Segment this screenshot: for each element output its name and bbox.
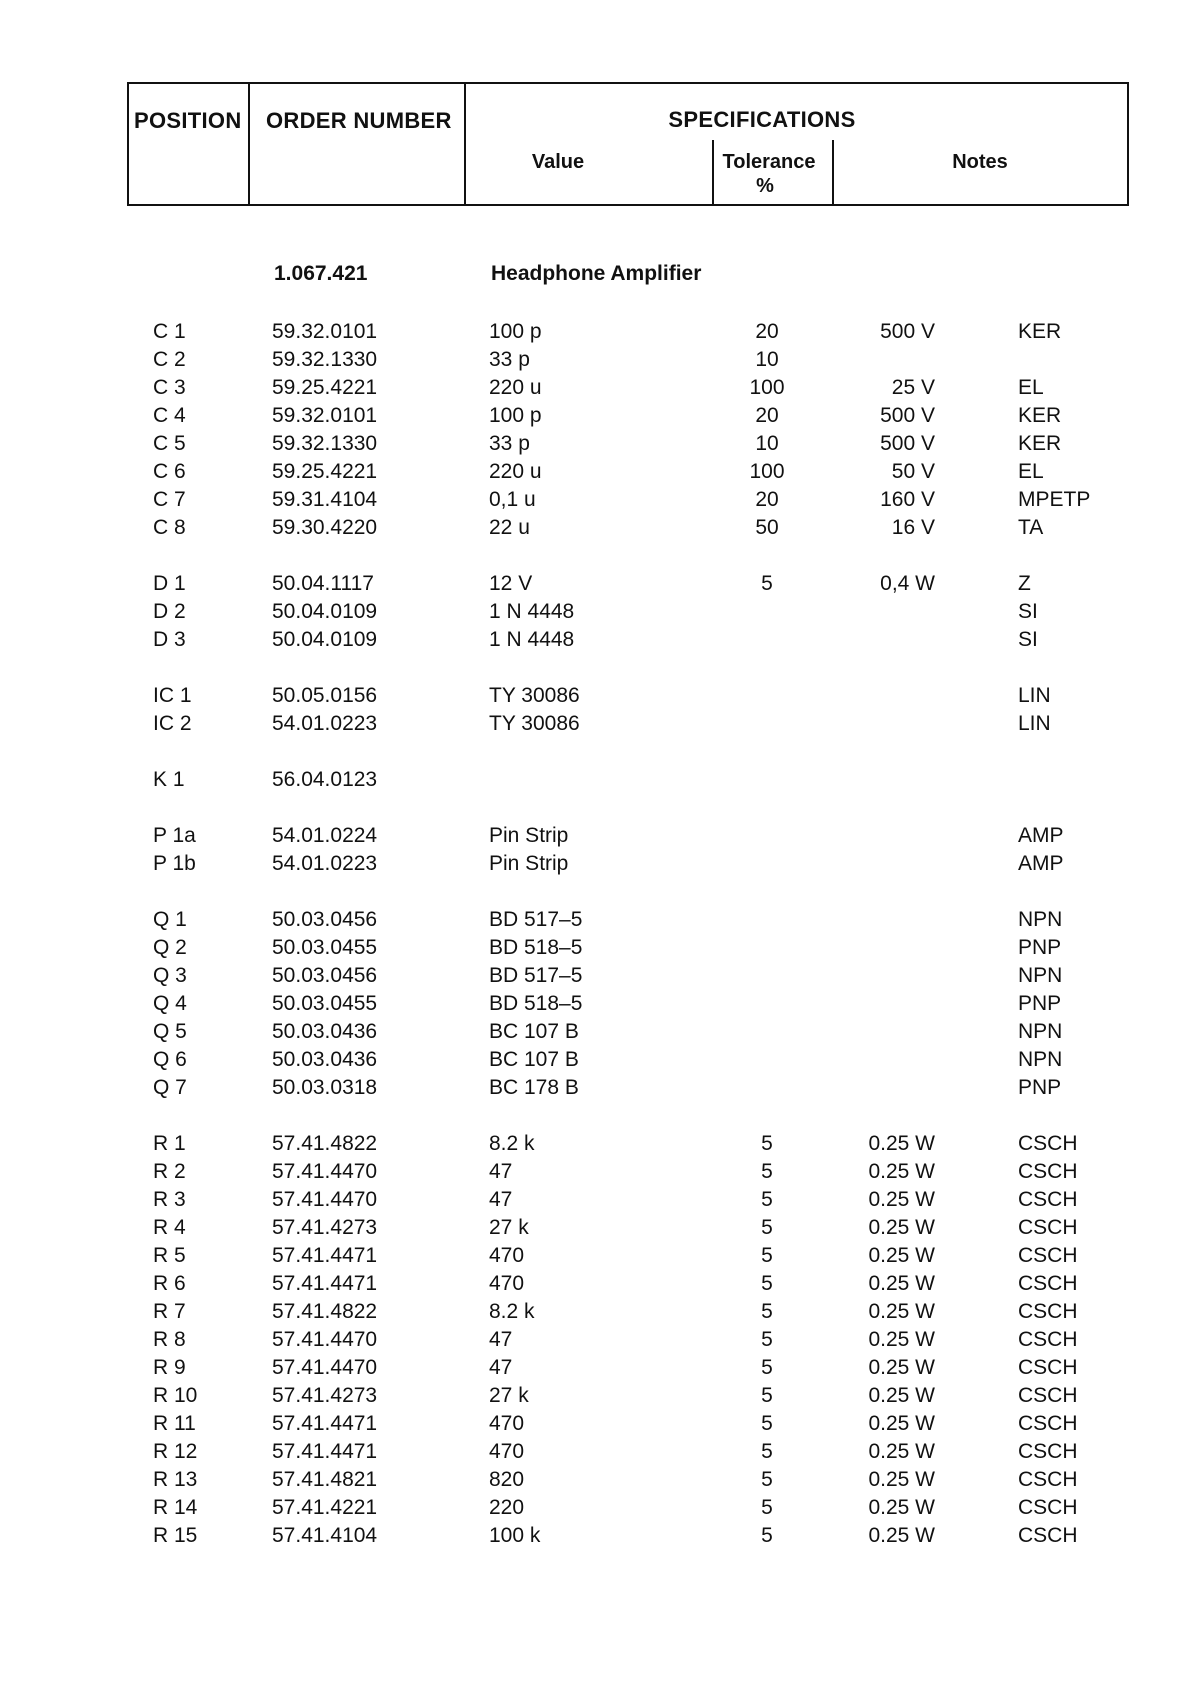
cell-type: KER — [1018, 432, 1062, 455]
cell-tolerance: 10 — [755, 432, 779, 455]
cell-type: CSCH — [1018, 1412, 1078, 1435]
cell-rating: 0.25 W — [868, 1356, 935, 1379]
cell-position: R 13 — [153, 1468, 198, 1491]
cell-order-number: 59.25.4221 — [272, 460, 378, 483]
cell-position: IC 1 — [153, 684, 192, 707]
cell-value: TY 30086 — [489, 684, 580, 707]
cell-order-number: 59.30.4220 — [272, 516, 378, 539]
cell-position: Q 1 — [153, 908, 187, 931]
cell-type: NPN — [1018, 964, 1063, 987]
cell-position: R 4 — [153, 1216, 186, 1239]
cell-type: Z — [1018, 572, 1031, 595]
header-value: Value — [531, 151, 585, 173]
cell-value: 220 u — [489, 460, 542, 483]
cell-order-number: 54.01.0223 — [272, 852, 378, 875]
cell-position: C 1 — [153, 320, 186, 343]
cell-order-number: 59.32.1330 — [272, 348, 378, 371]
cell-tolerance: 20 — [755, 488, 779, 511]
cell-order-number: 57.41.4273 — [272, 1384, 378, 1407]
cell-value: 47 — [489, 1188, 513, 1211]
cell-value: 33 p — [489, 348, 530, 371]
cell-tolerance: 20 — [755, 404, 779, 427]
cell-tolerance: 5 — [761, 1216, 773, 1239]
cell-rating: 0.25 W — [868, 1188, 935, 1211]
cell-value: BD 517–5 — [489, 908, 583, 931]
cell-position: R 14 — [153, 1496, 198, 1519]
cell-tolerance: 5 — [761, 1132, 773, 1155]
cell-rating: 0.25 W — [868, 1272, 935, 1295]
cell-type: LIN — [1018, 684, 1051, 707]
cell-order-number: 57.41.4821 — [272, 1468, 378, 1491]
cell-rating: 16 V — [891, 516, 935, 539]
cell-value: 470 — [489, 1440, 525, 1463]
cell-order-number: 56.04.0123 — [272, 768, 378, 791]
cell-order-number: 54.01.0224 — [272, 824, 378, 847]
cell-type: TA — [1018, 516, 1044, 539]
cell-value: BD 517–5 — [489, 964, 583, 987]
cell-value: 470 — [489, 1412, 525, 1435]
cell-order-number: 50.04.0109 — [272, 628, 378, 651]
cell-type: NPN — [1018, 1048, 1063, 1071]
cell-position: R 2 — [153, 1160, 186, 1183]
cell-tolerance: 20 — [755, 320, 779, 343]
cell-tolerance: 100 — [749, 376, 785, 399]
cell-value: BC 107 B — [489, 1048, 579, 1071]
cell-position: Q 7 — [153, 1076, 187, 1099]
cell-rating: 0.25 W — [868, 1328, 935, 1351]
cell-type: PNP — [1018, 936, 1062, 959]
cell-order-number: 57.41.4822 — [272, 1300, 378, 1323]
cell-position: R 8 — [153, 1328, 186, 1351]
cell-type: PNP — [1018, 992, 1062, 1015]
cell-order-number: 59.25.4221 — [272, 376, 378, 399]
cell-type: NPN — [1018, 1020, 1063, 1043]
cell-tolerance: 5 — [761, 1412, 773, 1435]
cell-value: BC 178 B — [489, 1076, 579, 1099]
cell-value: 470 — [489, 1272, 525, 1295]
cell-rating: 25 V — [891, 376, 935, 399]
cell-type: CSCH — [1018, 1300, 1078, 1323]
cell-rating: 50 V — [891, 460, 935, 483]
cell-type: PNP — [1018, 1076, 1062, 1099]
cell-type: CSCH — [1018, 1496, 1078, 1519]
cell-order-number: 59.32.0101 — [272, 404, 378, 427]
cell-rating: 0.25 W — [868, 1216, 935, 1239]
cell-tolerance: 5 — [761, 1300, 773, 1323]
cell-rating: 0.25 W — [868, 1496, 935, 1519]
cell-position: R 11 — [153, 1412, 196, 1435]
cell-value: 33 p — [489, 432, 530, 455]
cell-order-number: 57.41.4470 — [272, 1160, 378, 1183]
cell-rating: 0.25 W — [868, 1412, 935, 1435]
cell-value: BD 518–5 — [489, 992, 583, 1015]
cell-position: R 9 — [153, 1356, 186, 1379]
cell-tolerance: 5 — [761, 1468, 773, 1491]
cell-order-number: 57.41.4273 — [272, 1216, 378, 1239]
cell-order-number: 57.41.4470 — [272, 1188, 378, 1211]
cell-type: KER — [1018, 320, 1062, 343]
cell-value: BC 107 B — [489, 1020, 579, 1043]
cell-order-number: 59.32.0101 — [272, 320, 378, 343]
cell-order-number: 50.04.0109 — [272, 600, 378, 623]
cell-value: 220 u — [489, 376, 542, 399]
cell-order-number: 57.41.4471 — [272, 1244, 378, 1267]
cell-rating: 0.25 W — [868, 1524, 935, 1547]
cell-value: TY 30086 — [489, 712, 580, 735]
cell-value: 470 — [489, 1244, 525, 1267]
cell-type: CSCH — [1018, 1216, 1078, 1239]
cell-value: 220 — [489, 1496, 525, 1519]
header-position: POSITION — [134, 108, 242, 133]
cell-order-number: 50.03.0318 — [272, 1076, 378, 1099]
header-divider — [832, 140, 834, 206]
header-specifications: SPECIFICATIONS — [668, 107, 856, 132]
cell-position: C 3 — [153, 376, 186, 399]
cell-position: R 3 — [153, 1188, 186, 1211]
header-divider — [712, 140, 714, 206]
cell-value: 47 — [489, 1328, 513, 1351]
cell-position: P 1b — [153, 852, 196, 875]
cell-order-number: 57.41.4471 — [272, 1440, 378, 1463]
header-tolerance: Tolerance — [722, 151, 816, 173]
cell-type: CSCH — [1018, 1524, 1078, 1547]
cell-order-number: 50.03.0455 — [272, 936, 378, 959]
header-divider — [464, 82, 466, 206]
cell-position: C 7 — [153, 488, 186, 511]
cell-type: CSCH — [1018, 1356, 1078, 1379]
cell-position: C 8 — [153, 516, 186, 539]
cell-type: AMP — [1018, 824, 1064, 847]
cell-position: C 4 — [153, 404, 186, 427]
cell-rating: 0.25 W — [868, 1300, 935, 1323]
cell-position: D 3 — [153, 628, 186, 651]
cell-tolerance: 5 — [761, 1160, 773, 1183]
cell-value: BD 518–5 — [489, 936, 583, 959]
cell-type: MPETP — [1018, 488, 1091, 511]
cell-position: R 12 — [153, 1440, 198, 1463]
cell-rating: 500 V — [880, 432, 935, 455]
assembly-order-number: 1.067.421 — [274, 262, 368, 285]
cell-type: CSCH — [1018, 1132, 1078, 1155]
cell-order-number: 50.04.1117 — [272, 572, 374, 595]
cell-value: 8.2 k — [489, 1132, 535, 1155]
cell-type: CSCH — [1018, 1160, 1078, 1183]
cell-tolerance: 5 — [761, 1356, 773, 1379]
cell-value: 12 V — [489, 572, 533, 595]
cell-position: P 1a — [153, 824, 196, 847]
cell-position: D 2 — [153, 600, 186, 623]
cell-order-number: 59.31.4104 — [272, 488, 378, 511]
cell-value: 27 k — [489, 1216, 529, 1239]
cell-position: Q 3 — [153, 964, 187, 987]
table-header — [127, 82, 1129, 206]
cell-type: CSCH — [1018, 1440, 1078, 1463]
cell-value: 100 p — [489, 404, 542, 427]
cell-value: 27 k — [489, 1384, 529, 1407]
cell-value: 47 — [489, 1160, 513, 1183]
cell-tolerance: 5 — [761, 1496, 773, 1519]
cell-rating: 160 V — [880, 488, 935, 511]
cell-position: C 2 — [153, 348, 186, 371]
cell-type: CSCH — [1018, 1468, 1078, 1491]
cell-position: Q 4 — [153, 992, 187, 1015]
cell-type: EL — [1018, 460, 1044, 483]
cell-order-number: 57.41.4822 — [272, 1132, 378, 1155]
cell-order-number: 50.03.0436 — [272, 1020, 378, 1043]
cell-order-number: 57.41.4104 — [272, 1524, 378, 1547]
cell-value: Pin Strip — [489, 824, 569, 847]
cell-position: R 10 — [153, 1384, 198, 1407]
cell-order-number: 50.03.0436 — [272, 1048, 378, 1071]
cell-position: R 1 — [153, 1132, 186, 1155]
cell-tolerance: 50 — [755, 516, 779, 539]
cell-rating: 500 V — [880, 320, 935, 343]
cell-position: C 5 — [153, 432, 186, 455]
cell-tolerance: 100 — [749, 460, 785, 483]
cell-tolerance: 5 — [761, 1384, 773, 1407]
cell-order-number: 50.03.0456 — [272, 908, 378, 931]
cell-value: Pin Strip — [489, 852, 569, 875]
cell-rating: 0.25 W — [868, 1160, 935, 1183]
cell-position: Q 2 — [153, 936, 187, 959]
cell-type: CSCH — [1018, 1188, 1078, 1211]
cell-type: SI — [1018, 600, 1038, 623]
cell-order-number: 57.41.4471 — [272, 1412, 378, 1435]
cell-position: R 5 — [153, 1244, 186, 1267]
cell-type: LIN — [1018, 712, 1051, 735]
cell-value: 22 u — [489, 516, 530, 539]
cell-rating: 0.25 W — [868, 1440, 935, 1463]
cell-rating: 500 V — [880, 404, 935, 427]
cell-order-number: 57.41.4470 — [272, 1328, 378, 1351]
cell-rating: 0.25 W — [868, 1244, 935, 1267]
cell-rating: 0.25 W — [868, 1468, 935, 1491]
cell-type: CSCH — [1018, 1384, 1078, 1407]
cell-type: EL — [1018, 376, 1044, 399]
cell-tolerance: 5 — [761, 572, 773, 595]
cell-position: Q 5 — [153, 1020, 187, 1043]
cell-position: K 1 — [153, 768, 185, 791]
cell-order-number: 50.03.0456 — [272, 964, 378, 987]
cell-rating: 0,4 W — [880, 572, 935, 595]
cell-value: 47 — [489, 1356, 513, 1379]
cell-value: 820 — [489, 1468, 525, 1491]
cell-value: 0,1 u — [489, 488, 536, 511]
cell-order-number: 57.41.4221 — [272, 1496, 378, 1519]
cell-type: SI — [1018, 628, 1038, 651]
header-tolerance-unit: % — [756, 175, 774, 197]
cell-value: 100 k — [489, 1524, 541, 1547]
cell-order-number: 54.01.0223 — [272, 712, 378, 735]
cell-tolerance: 5 — [761, 1440, 773, 1463]
cell-value: 100 p — [489, 320, 542, 343]
cell-value: 8.2 k — [489, 1300, 535, 1323]
cell-position: R 15 — [153, 1524, 198, 1547]
cell-rating: 0.25 W — [868, 1132, 935, 1155]
cell-tolerance: 5 — [761, 1328, 773, 1351]
cell-tolerance: 10 — [755, 348, 779, 371]
cell-type: CSCH — [1018, 1272, 1078, 1295]
cell-tolerance: 5 — [761, 1272, 773, 1295]
cell-order-number: 59.32.1330 — [272, 432, 378, 455]
cell-rating: 0.25 W — [868, 1384, 935, 1407]
cell-position: IC 2 — [153, 712, 192, 735]
cell-order-number: 57.41.4471 — [272, 1272, 378, 1295]
cell-value: 1 N 4448 — [489, 628, 575, 651]
cell-type: KER — [1018, 404, 1062, 427]
cell-type: NPN — [1018, 908, 1063, 931]
cell-tolerance: 5 — [761, 1524, 773, 1547]
cell-position: D 1 — [153, 572, 186, 595]
header-divider — [248, 82, 250, 206]
cell-position: R 6 — [153, 1272, 186, 1295]
cell-position: Q 6 — [153, 1048, 187, 1071]
cell-order-number: 50.05.0156 — [272, 684, 378, 707]
cell-type: AMP — [1018, 852, 1064, 875]
cell-tolerance: 5 — [761, 1244, 773, 1267]
header-order-number: ORDER NUMBER — [266, 108, 452, 133]
header-notes: Notes — [952, 151, 1008, 173]
cell-position: R 7 — [153, 1300, 186, 1323]
cell-order-number: 50.03.0455 — [272, 992, 378, 1015]
cell-tolerance: 5 — [761, 1188, 773, 1211]
cell-order-number: 57.41.4470 — [272, 1356, 378, 1379]
assembly-name: Headphone Amplifier — [491, 262, 702, 285]
cell-type: CSCH — [1018, 1244, 1078, 1267]
cell-value: 1 N 4448 — [489, 600, 575, 623]
cell-position: C 6 — [153, 460, 186, 483]
cell-type: CSCH — [1018, 1328, 1078, 1351]
